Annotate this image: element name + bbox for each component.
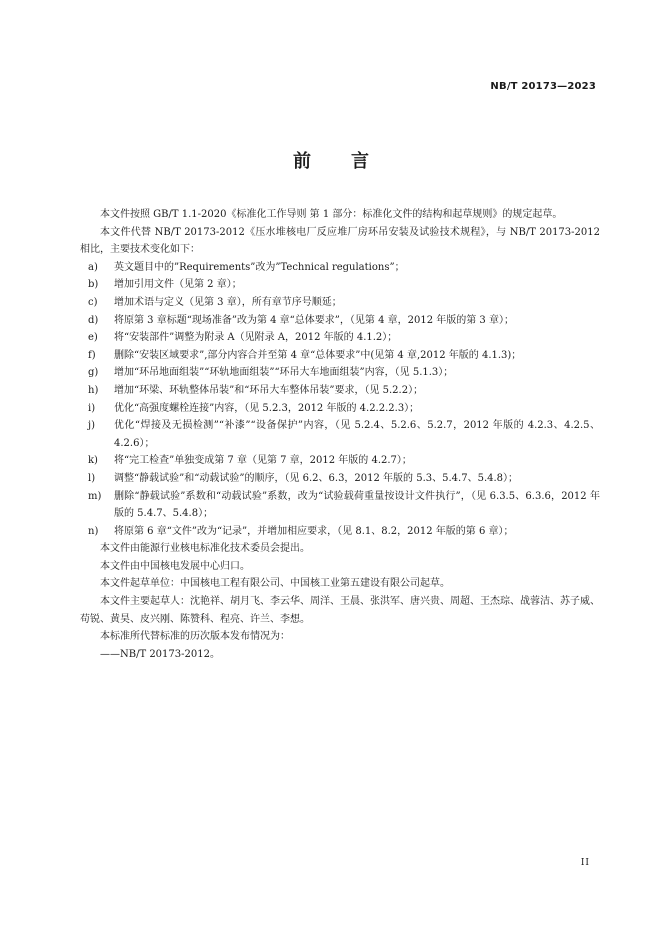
change-label: b) <box>88 279 99 291</box>
change-item-c <box>80 294 600 312</box>
change-text: 增加“环梁、环轨整体吊装”和“环吊大车整体吊装”要求，（见 5.2.2）； <box>114 384 424 396</box>
change-item-g <box>80 364 600 382</box>
foreword-body <box>80 206 600 663</box>
change-text: 优化“焊接及无损检测”“补漆”“设备保护”内容，（见 5.2.4、5.2.6、5.2.7，2012 年版的 4.2.3、4.2.5、4.2.6）； <box>114 420 600 449</box>
change-text: 英文题目中的”Requirements”改为”Technical regulations”； <box>114 261 405 273</box>
page-title: 前言 <box>293 151 409 172</box>
history-entry: ——NB/T 20173-2012。 <box>100 648 220 660</box>
change-item-k <box>80 452 600 470</box>
change-text: 将“安装部件”调整为附录 A（见附录 A，2012 年版的 4.1.2）； <box>114 332 398 344</box>
change-text: 增加“环吊地面组装”“环轨地面组装”“环吊大车地面组装”内容，（见 5.1.3）； <box>114 367 454 379</box>
change-label: m) <box>88 490 102 502</box>
change-label: l) <box>88 472 96 484</box>
change-text: 优化“高强度螺栓连接”内容，（见 5.2.3，2012 年版的 4.2.2.2.3）； <box>114 402 420 414</box>
change-text: 将原第 6 章“文件”改为“记录”，并增加相应要求，（见 8.1、8.2，2012 年版的第 6 章）； <box>114 525 514 537</box>
change-label: h) <box>88 384 99 396</box>
intro-paragraph-1: 本文件按照 GB/T 1.1-2020《标准化工作导则 第 1 部分：标准化文件的结构和起草规则》的规定起草。 <box>100 209 563 220</box>
change-text: 删除“安装区域要求”,部分内容合并至第 4 章“总体要求”中(见第 4 章,2012 年版的 4.1.3)； <box>114 349 522 361</box>
change-text: 将“完工检查”单独变成第 7 章（见第 7 章，2012 年版的 4.2.7）； <box>114 455 412 467</box>
change-label: a) <box>88 261 98 273</box>
drafting-units-paragraph: 本文件起草单位：中国核电工程有限公司、中国核工业第五建设有限公司起草。 <box>100 578 450 590</box>
change-item-d <box>80 312 600 330</box>
change-label: k) <box>88 455 98 467</box>
page-number: II <box>580 858 590 868</box>
change-item-a <box>80 259 600 277</box>
change-item-l <box>80 470 600 488</box>
change-item-e <box>80 329 600 347</box>
change-label: g) <box>88 367 99 379</box>
change-text: 增加术语与定义（见第 3 章），所有章节序号顺延； <box>114 296 342 308</box>
change-item-f <box>80 347 600 365</box>
change-item-m <box>80 488 600 523</box>
change-item-j <box>80 417 600 452</box>
drafters-paragraph: 本文件主要起草人：沈艳祥、胡月飞、李云华、周洋、王晨、张洪军、唐兴贵、周超、王杰琮、战蓉洁、苏子威、苟锐、黄昊、皮兴刚、陈赞科、程亮、许兰、李想。 <box>80 596 600 625</box>
change-text: 删除“静载试验”系数和“动载试验”系数，改为“试验载荷重量按设计文件执行”，（见 6.3.5、6.3.6，2012 年版的 5.4.7、5.4.8）； <box>114 490 600 520</box>
change-text: 增加引用文件（见第 2 章）； <box>114 279 242 291</box>
change-label: i) <box>88 402 96 414</box>
history-intro-paragraph: 本标准所代替标准的历次版本发布情况为： <box>100 631 290 643</box>
change-label: d) <box>88 314 99 326</box>
change-text: 将原第 3 章标题“现场准备”改为第 4 章“总体要求”，（见第 4 章，2012 年版的第 3 章）； <box>114 314 514 326</box>
change-item-i <box>80 400 600 418</box>
intro-paragraph-2: 本文件代替 NB/T 20173-2012《压水堆核电厂反应堆厂房环吊安装及试验技术规程》，与 NB/T 20173-2012 相比，主要技术变化如下： <box>80 226 600 256</box>
change-item-b <box>80 276 600 294</box>
change-label: c) <box>88 296 98 308</box>
change-label: n) <box>88 525 99 537</box>
change-label: f) <box>88 349 96 361</box>
proposer-paragraph: 本文件由能源行业核电标准化技术委员会提出。 <box>100 543 310 555</box>
change-item-h <box>80 382 600 400</box>
change-text: 调整“静载试验”和“动载试验”的顺序，（见 6.2、6.3，2012 年版的 5.3、5.4.7、5.4.8）； <box>114 472 519 484</box>
change-label: e) <box>88 332 98 344</box>
change-label: j) <box>88 420 96 432</box>
standard-number: NB/T 20173—2023 <box>490 81 596 92</box>
change-item-n <box>80 523 600 541</box>
administrator-paragraph: 本文件由中国核电发展中心归口。 <box>100 560 250 572</box>
